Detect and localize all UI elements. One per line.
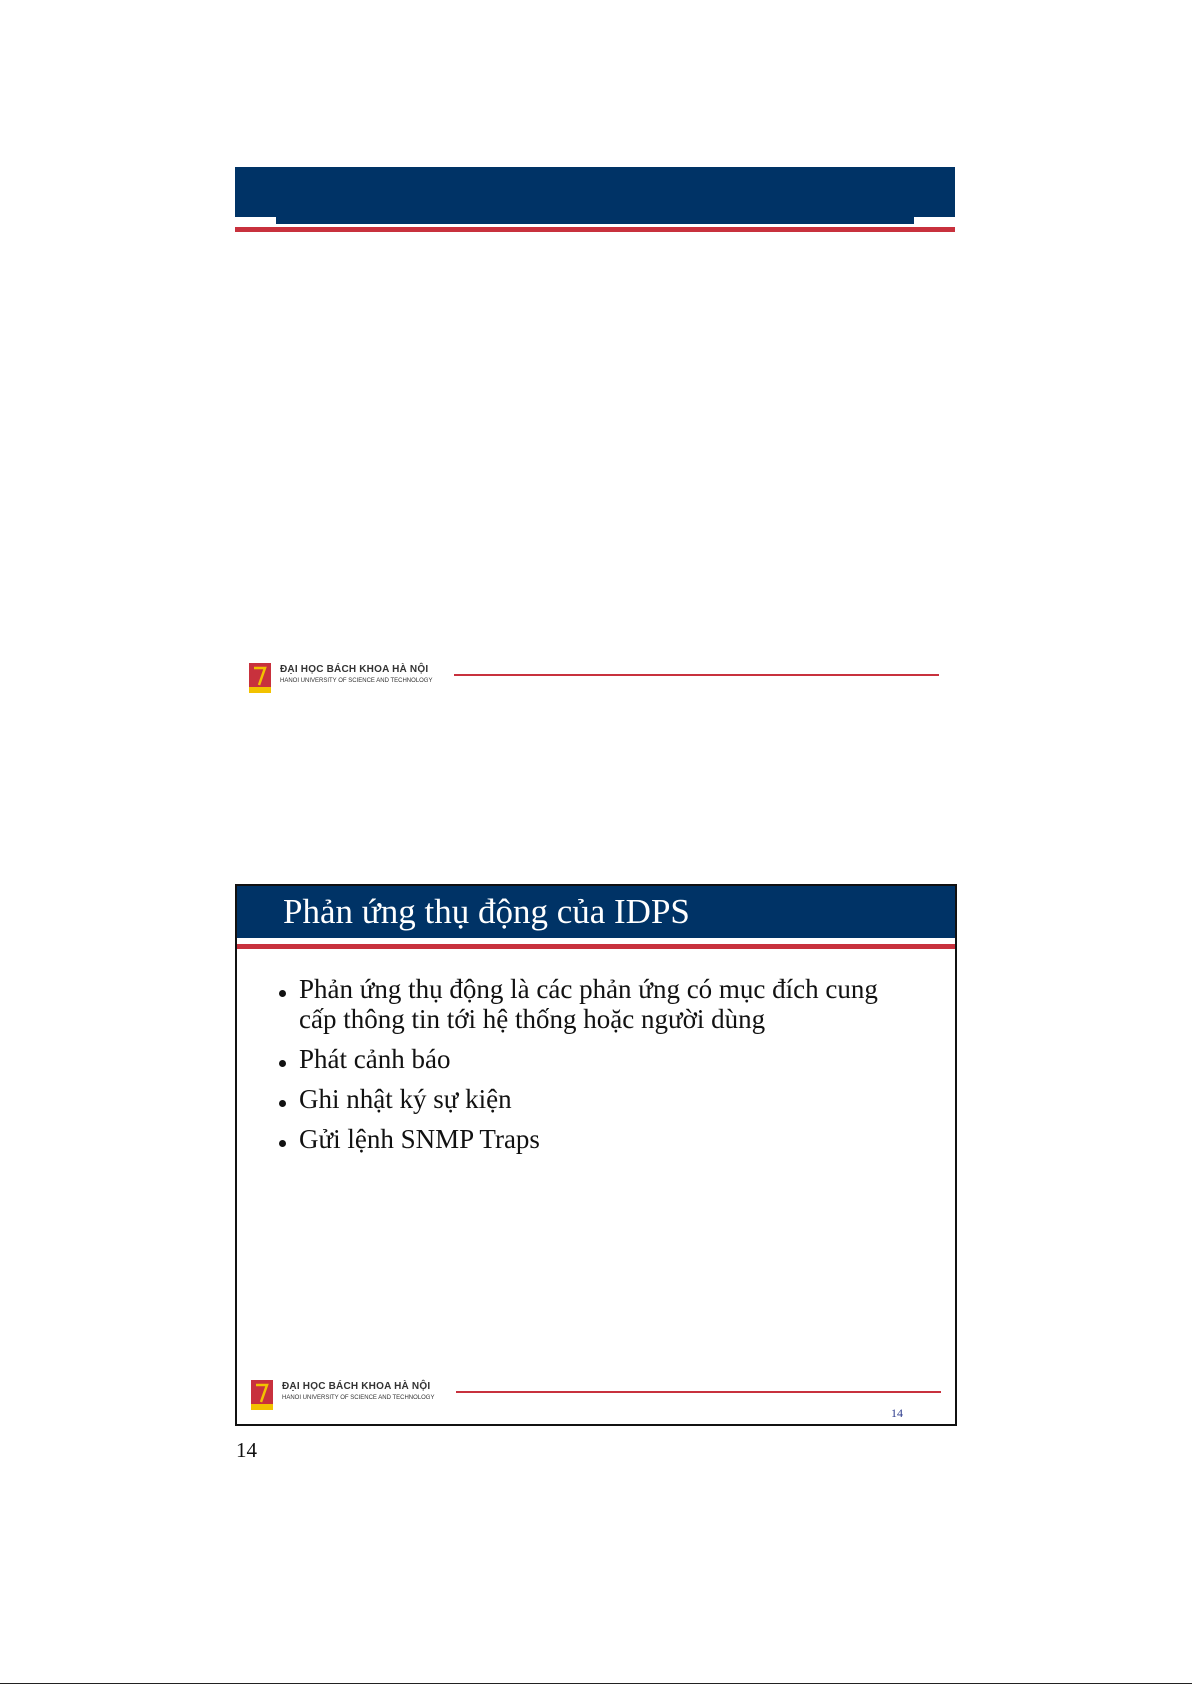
bullet-text: Phản ứng thụ động là các phản ứng có mục đích cung cấp thông tin tới hệ thống hoặc người dùng [299, 974, 878, 1034]
footer-rule [454, 674, 939, 676]
slide-footer [249, 661, 949, 695]
bullet-item [279, 1044, 919, 1074]
title-underline [235, 227, 955, 232]
slide-number: 14 [891, 1406, 903, 1420]
slide-title: Phản ứng thụ động của IDPS [283, 892, 690, 931]
title-underline [237, 944, 955, 949]
slide-title-bar [237, 886, 955, 938]
bullet-dot-icon [279, 1140, 286, 1147]
university-name: ĐẠI HỌC BÁCH KHOA HÀ NỘI [280, 664, 429, 675]
page-number: 14 [236, 1438, 257, 1462]
slide-14 [235, 884, 957, 1426]
page-bottom-rule [0, 1683, 1192, 1684]
slide-13 [235, 167, 955, 727]
bullet-dot-icon [279, 1060, 286, 1067]
bullet-text: Ghi nhật ký sự kiện [299, 1084, 512, 1114]
slide-title-bar [235, 167, 955, 224]
bullet-text: Gửi lệnh SNMP Traps [299, 1124, 540, 1154]
bullet-list [279, 974, 919, 1164]
bullet-dot-icon [279, 1100, 286, 1107]
bullet-item [279, 1124, 919, 1154]
university-name-en: HANOI UNIVERSITY OF SCIENCE AND TECHNOLOGY [280, 678, 433, 684]
bullet-item [279, 1084, 919, 1114]
title-bar-notch-right [914, 217, 955, 226]
bullet-dot-icon [279, 990, 286, 997]
university-name-en: HANOI UNIVERSITY OF SCIENCE AND TECHNOLOGY [282, 1395, 435, 1401]
slide-footer [251, 1378, 951, 1420]
footer-rule [456, 1391, 941, 1393]
university-name: ĐẠI HỌC BÁCH KHOA HÀ NỘI [282, 1381, 431, 1392]
bullet-text: Phát cảnh báo [299, 1044, 451, 1074]
university-logo-icon [249, 663, 271, 693]
university-logo-icon [251, 1380, 273, 1410]
bullet-item [279, 974, 919, 1034]
title-bar-notch-left [235, 217, 276, 226]
